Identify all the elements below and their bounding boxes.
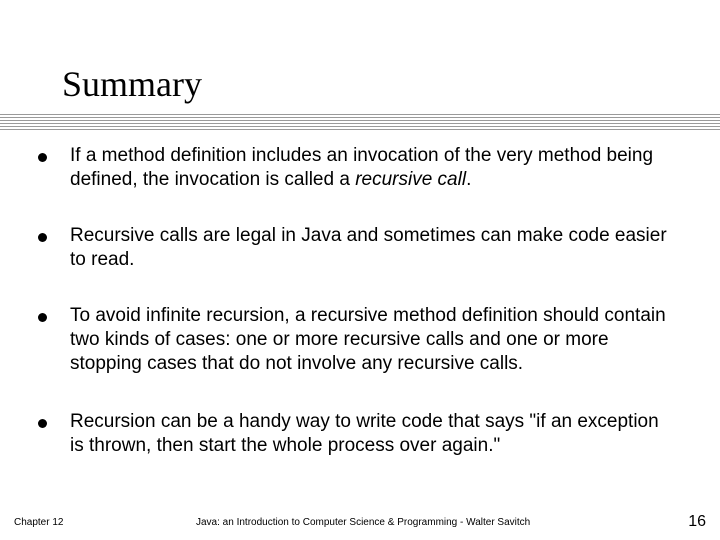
title-divider bbox=[0, 114, 720, 130]
bullet-dot-icon bbox=[38, 419, 47, 428]
footer-chapter: Chapter 12 bbox=[14, 517, 64, 528]
bullet-text-part: . bbox=[466, 169, 472, 190]
footer-book-title: Java: an Introduction to Computer Science & Programming - Walter Savitch bbox=[196, 517, 531, 528]
slide-title: Summary bbox=[62, 64, 202, 104]
bullet-text bbox=[70, 144, 675, 192]
bullet-text: Recursive calls are legal in Java and sometimes can make code easier to read. bbox=[70, 225, 667, 270]
bullet-dot-icon bbox=[38, 153, 47, 162]
page-number: 16 bbox=[688, 513, 706, 530]
recursive-call-term: recursive call bbox=[355, 169, 467, 190]
bullet-text-part: If a method definition includes an invocation of the very method being defined, the invocation is called a bbox=[70, 145, 654, 190]
bullet-dot-icon bbox=[38, 313, 47, 322]
bullet-text: Recursion can be a handy way to write code that says "if an exception is thrown, then start the whole process over again." bbox=[70, 411, 659, 456]
bullet-text: To avoid infinite recursion, a recursive method definition should contain two kinds of cases: one or more recursive calls and one or more stopping cases that do not involve any recursive calls. bbox=[70, 305, 666, 374]
bullet-dot-icon bbox=[38, 233, 47, 242]
